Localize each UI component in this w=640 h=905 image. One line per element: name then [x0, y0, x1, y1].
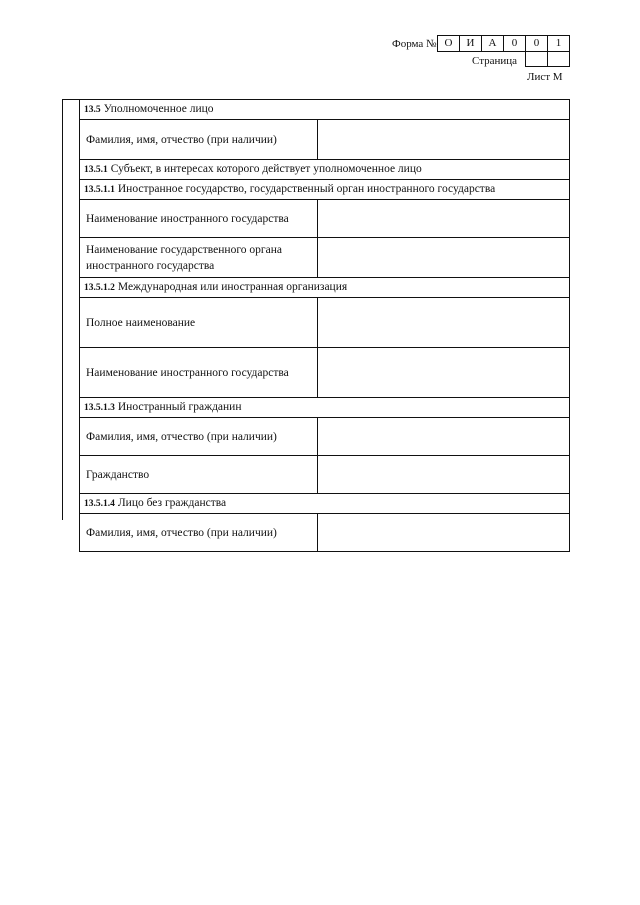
section-title: Уполномоченное лицо: [103, 103, 214, 115]
table-row: [80, 298, 570, 348]
form-code-cell: А: [481, 35, 503, 52]
field-label: Наименование иностранного государства: [80, 200, 318, 238]
section-13-5-1-1: [80, 180, 570, 200]
form-code-cell: 0: [503, 35, 525, 52]
citizenship-field[interactable]: [317, 456, 569, 494]
section-number: 13.5.1.4: [84, 499, 115, 509]
section-title: Субъект, в интересах которого действует уполномоченное лицо: [110, 163, 422, 175]
field-label: Полное наименование: [80, 298, 318, 348]
org-full-name-field[interactable]: [317, 298, 569, 348]
form-code-boxes: [437, 35, 570, 52]
section-13-5-1-4: [80, 494, 570, 514]
section-number: 13.5.1.3: [84, 403, 115, 413]
sheet-label: Лист М: [527, 71, 563, 83]
form-code-cell: 1: [547, 35, 570, 52]
section-number: 13.5.1.2: [84, 283, 115, 293]
page-number-cell[interactable]: [525, 51, 547, 67]
form-number-label: Форма №: [392, 38, 437, 50]
citizen-fio-field[interactable]: [317, 418, 569, 456]
field-label: Гражданство: [80, 456, 318, 494]
page-number-cell[interactable]: [547, 51, 570, 67]
section-number: 13.5: [84, 105, 101, 115]
org-state-name-field[interactable]: [317, 348, 569, 398]
field-label: Наименование иностранного государства: [80, 348, 318, 398]
stateless-fio-field[interactable]: [317, 514, 569, 552]
form-code-cell: 0: [525, 35, 547, 52]
table-row: [80, 514, 570, 552]
table-row: [80, 238, 570, 278]
form-table: [79, 99, 570, 552]
field-label: Фамилия, имя, отчество (при наличии): [80, 514, 318, 552]
section-title: Иностранное государство, государственный орган иностранного государства: [117, 183, 496, 195]
margin-strip: [62, 99, 79, 520]
foreign-gov-body-field[interactable]: [317, 238, 569, 278]
form-code-cell: О: [437, 35, 459, 52]
section-13-5-1: [80, 160, 570, 180]
section-13-5-1-2: [80, 278, 570, 298]
form-header: [0, 35, 640, 85]
field-label: Наименование государственного органа иностранного государства: [80, 238, 318, 278]
section-number: 13.5.1: [84, 165, 108, 175]
section-title: Лицо без гражданства: [117, 497, 227, 509]
foreign-state-name-field[interactable]: [317, 200, 569, 238]
table-row: [80, 348, 570, 398]
page-number-boxes: [525, 51, 570, 67]
page-label: Страница: [472, 55, 518, 67]
field-label: Фамилия, имя, отчество (при наличии): [80, 120, 318, 160]
section-number: 13.5.1.1: [84, 185, 115, 195]
field-label: Фамилия, имя, отчество (при наличии): [80, 418, 318, 456]
section-title: Международная или иностранная организация: [117, 281, 348, 293]
section-13-5: [80, 100, 570, 120]
table-row: [80, 120, 570, 160]
table-row: [80, 200, 570, 238]
form-code-cell: И: [459, 35, 481, 52]
fio-authorized-field[interactable]: [317, 120, 569, 160]
section-13-5-1-3: [80, 398, 570, 418]
table-row: [80, 456, 570, 494]
table-row: [80, 418, 570, 456]
section-title: Иностранный гражданин: [117, 401, 242, 413]
